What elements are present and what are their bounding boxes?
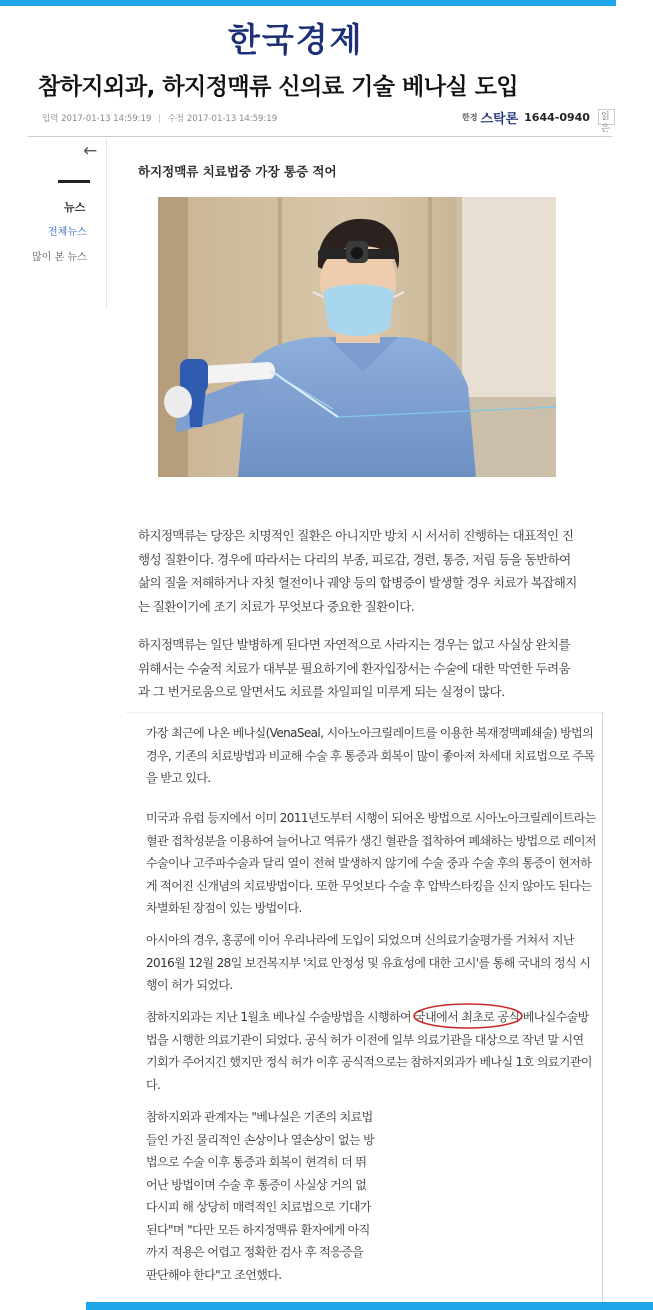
doctor-photo-illustration	[158, 197, 556, 477]
sidebar-item-popular-news[interactable]: 많이 본 뉴스	[32, 252, 87, 263]
ad-phone: 1644-0940	[524, 110, 590, 124]
article-headline: 참하지외과, 하지정맥류 신의료 기술 베나실 도입	[38, 74, 519, 100]
article-paragraph: 아시아의 경우, 홍콩에 이어 우리나라에 도입이 되었으며 신의료기술평가를 거쳐서 지난 2016월 12월 28일 보건복지부 '치료 안정성 및 유효성에 대한 고시'를 통해 국내의 정식 시행이 허가 되었다.	[146, 933, 591, 992]
stockloan-ad[interactable]	[462, 108, 615, 134]
article-paragraph: 하지정맥류는 일단 발병하게 된다면 자연적으로 사라지는 경우는 없고 사실상 완치를 위해서는 수술적 치료가 대부분 필요하기에 환자입장서는 수술에 대한 막연한 두려움과 그 번거로움으로 알면서도 치료를 차일피일 미루게 되는 실정이 많다.	[138, 637, 570, 699]
bottom-accent-bar	[86, 1302, 653, 1310]
back-arrow-icon[interactable]: ←	[83, 141, 98, 161]
modified-time: 2017-01-13 14:59:19	[186, 114, 278, 124]
article-paragraph: 가장 최근에 나온 베나실(VenaSeal, 시아노아크릴레이트를 이용한 복재정맥폐쇄술) 방법의 경우, 기존의 치료방법과 비교해 수술 후 통증과 회복이 많이 좋아져 차세대 치료법으로 주목을 받고 있다.	[146, 726, 595, 785]
modified-label: 수정	[167, 114, 185, 124]
masthead-logo[interactable]: 한국경제	[228, 20, 364, 59]
input-time: 2017-01-13 14:59:19	[61, 114, 152, 124]
article-subtitle: 하지정맥류 치료법중 가장 통증 적어	[138, 164, 337, 179]
ad-brand-small: 한경	[462, 112, 478, 122]
article-paragraph: 참하지외과는 지난 1월초 베나실 수술방법을 시행하여 국내에서 최초로 공식 베나실수술방법을 시행한 의료기관이 되었다. 공식 허가 이전에 일부 의료기관을 대상으로 작년 말 시연 기회가 주어지긴 했지만 정식 허가 이후 공식적으로는 참하지외과가 베나실 1호 의료기관이다.	[146, 1010, 592, 1092]
top-accent-bar	[0, 0, 616, 6]
sidebar-item-news[interactable]: 뉴스	[64, 201, 86, 214]
article-paragraph: 하지정맥류는 당장은 치명적인 질환은 아니지만 방치 시 서서히 진행하는 대표적인 진행성 질환이다. 경우에 따라서는 다리의 부종, 피로감, 경련, 통증, 저림 등을 동반하여 삶의 질을 저해하거나 자칫 혈전이나 궤양 등의 합병증이 발생할 경우 치료가 복잡해지는 질환이기에 조기 치료가 무엇보다 중요한 질환이다.	[138, 528, 577, 614]
meta-separator: |	[158, 114, 161, 124]
article-paragraph: 참하지외과 관계자는 "베나실은 기존의 치료법들인 가진 물리적인 손상이나 열손상이 없는 방법으로 수술 이후 통증과 회복이 현격히 더 뛰어난 방법이며 수술 후 통증이 사실상 거의 없다시피 해 상당히 매력적인 치료법으로 기대가 된다"며 "다만 모든 하지정맥류 환자에게 아직까지 적용은 어렵고 정확한 검사 후 적응증을 판단해야 한다"고 조언했다.	[146, 1110, 375, 1282]
header-divider	[28, 136, 612, 137]
article-meta	[42, 112, 277, 124]
input-label: 입력	[42, 114, 59, 124]
article-paragraph: 미국과 유럽 등지에서 이미 2011년도부터 시행이 되어온 방법으로 시아노아크릴레이트라는 혈관 접착성분을 이용하여 늘어나고 역류가 생긴 혈관을 접착하여 폐쇄하는 방법으로 레이저수술이나 고주파수술과 달리 열이 전혀 발생하지 않기에 수술 중과 수술 후의 통증이 현저하게 적어진 신개념의 치료방법이다. 또한 무엇보다 수술 후 압박스타킹을 신지 않아도 된다는 차별화된 장점이 있는 방법이다.	[146, 811, 596, 915]
inset-border	[602, 712, 603, 1302]
annotation-circle	[412, 1001, 524, 1031]
ad-brand: 스탁론	[480, 111, 519, 127]
sidebar-divider	[106, 138, 107, 308]
article-photo	[158, 197, 556, 477]
sidebar-active-indicator	[58, 180, 90, 183]
ad-more-button[interactable]: 읽은	[598, 109, 615, 125]
sidebar-item-all-news[interactable]: 전체뉴스	[48, 227, 87, 238]
inset-divider	[126, 712, 604, 713]
